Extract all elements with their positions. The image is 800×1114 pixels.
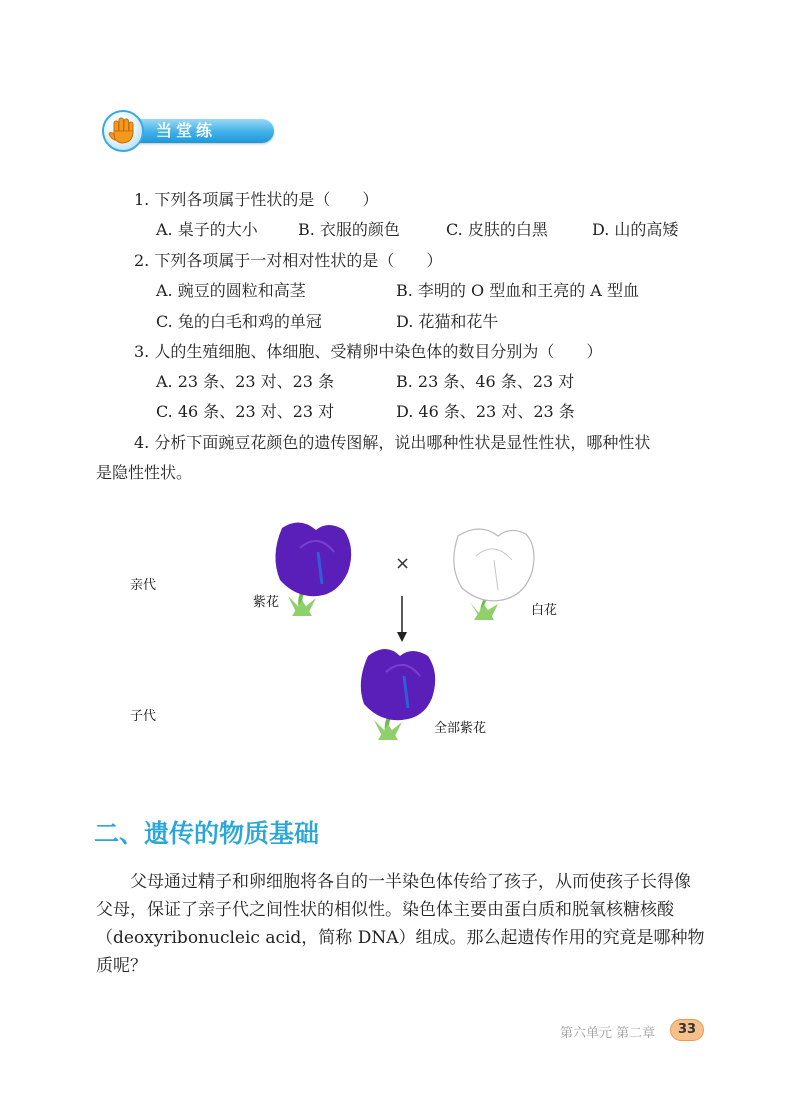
banner-title: 当堂练 [156,121,217,140]
chapter-footer: 第六单元 第二章 [560,1026,656,1041]
question-2-option-c: C. 兔的白毛和鸡的单冠 [156,312,322,331]
question-2-option-b: B. 李明的 O 型血和王亮的 A 型血 [396,281,639,300]
inheritance-arrow [397,596,407,642]
purple-flower-offspring [361,649,435,740]
question-2-option-a: A. 豌豆的圆粒和高茎 [156,281,306,300]
white-flower-parent [454,529,534,620]
question-2-option-d: D. 花猫和花牛 [396,312,499,331]
question-4-stem-line1: 4. 分析下面豌豆花颜色的遗传图解，说出哪种性状是显性性状，哪种性状 [134,433,651,452]
question-1-option-a: A. 桌子的大小 [156,220,258,239]
question-1-option-c: C. 皮肤的白黑 [446,220,548,239]
purple-flower-label: 紫花 [253,595,280,610]
question-2-stem: 2. 下列各项属于一对相对性状的是（ ） [134,251,443,270]
question-3-option-b: B. 23 条、46 条、23 对 [396,372,575,391]
page-number: 33 [670,1019,704,1041]
offspring-flower-label: 全部紫花 [434,721,487,736]
purple-flower-parent [275,522,351,616]
question-3-stem: 3. 人的生殖细胞、体细胞、受精卵中染色体的数目分别为（ ） [134,342,603,361]
section-title: 二、遗传的物质基础 [94,819,320,848]
cross-symbol: × [395,553,411,574]
question-3-option-d: D. 46 条、23 对、23 条 [396,402,575,421]
question-1-option-b: B. 衣服的颜色 [298,220,400,239]
white-flower-label: 白花 [531,603,558,618]
question-4-stem-line2: 是隐性性状。 [96,463,193,482]
parent-generation-label: 亲代 [130,578,157,593]
offspring-generation-label: 子代 [130,709,157,724]
question-3-option-a: A. 23 条、23 对、23 条 [156,372,335,391]
question-1-option-d: D. 山的高矮 [592,220,679,239]
section-paragraph: 父母通过精子和卵细胞将各自的一半染色体传给了孩子，从而使孩子长得像父母，保证了亲子代之间性状的相似性。染色体主要由蛋白质和脱氧核糖核酸（deoxyribonucleic acid，简称 DNA）组成。那么起遗传作用的究竟是哪种物质呢？ [96,872,705,976]
question-1-stem: 1. 下列各项属于性状的是（ ） [134,190,379,209]
question-3-option-c: C. 46 条、23 对、23 对 [156,402,335,421]
